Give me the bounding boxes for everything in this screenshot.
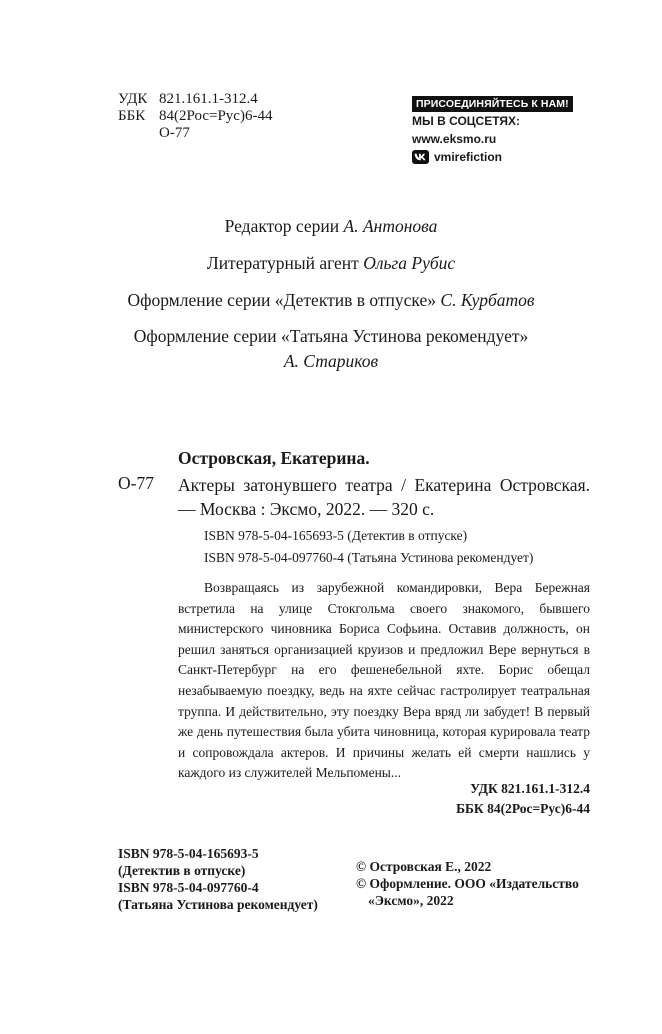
credit-line (0, 326, 662, 347)
record-code: О-77 (118, 473, 154, 493)
footer-isbn-2-series: (Татьяна Устинова рекомендует) (118, 897, 318, 912)
credit-line (0, 216, 662, 237)
record-isbn-1: ISBN 978-5-04-165693-5 (Детектив в отпуске) (204, 528, 468, 543)
udk-label: УДК (118, 91, 148, 107)
record-udk: УДК 821.161.1-312.4 (470, 781, 590, 796)
credit-role: Литературный агент (206, 253, 364, 273)
udk-value: 821.161.1-312.4 (159, 91, 258, 107)
record-bbk: ББК 84(2Рос=Рус)6-44 (456, 801, 590, 816)
credit-role: Редактор серии (224, 216, 344, 236)
social-promo (412, 94, 573, 166)
join-banner: ПРИСОЕДИНЯЙТЕСЬ К НАМ! (412, 96, 573, 112)
credit-role: Оформление серии «Детектив в отпуске» (127, 290, 441, 310)
credit-name: Ольга Рубис (363, 253, 456, 273)
copyright-block (356, 858, 579, 909)
copyright-design: © Оформление. ООО «Издательство (356, 876, 579, 891)
footer-isbn-1-series: (Детектив в отпуске) (118, 863, 246, 878)
record-description: Актеры затонувшего театра / Екатерина Островская. — Москва : Эксмо, 2022. — 320 с. (178, 475, 590, 519)
bbk-value: 84(2Рос=Рус)6-44 (159, 108, 273, 124)
author-mark: О-77 (159, 125, 190, 141)
record-isbn-2: ISBN 978-5-04-097760-4 (Татьяна Устинова рекомендует) (204, 550, 534, 565)
vk-link[interactable] (412, 148, 573, 166)
credit-name: А. Стариков (283, 351, 379, 371)
author-heading: Островская, Екатерина. (178, 448, 370, 468)
annotation: Возвращаясь из зарубежной командировки, Вера Бережная встретила на улице Стокгольма своего знакомого, бывшего министерского чиновника Бориса Софьина. Оставив должность, он решил заняться организацией круизов и предложил Вере вернуться в Санкт-Петербург на его фешенебельной яхте. Борис обещал незабываемую поездку, ведь на яхте сейчас гастролирует театральная труппа. И действительно, эту поездку Вера вряд ли забудет! В первый же день путешествия была убита чиновница, которая курировала театр и сопровождала актеров. И причины желать ей смерти нашлись у каждого из служителей Мельпомены... (178, 580, 590, 781)
site-link[interactable]: www.eksmo.ru (412, 132, 497, 146)
classification-block (118, 91, 272, 142)
vk-handle: vmirefiction (434, 150, 503, 164)
social-caption: МЫ В СОЦСЕТЯХ: (412, 114, 521, 128)
copyright-author: © Островская Е., 2022 (356, 859, 492, 874)
credit-line (0, 253, 662, 274)
credit-line-continued (0, 351, 662, 372)
credit-role: Оформление серии «Татьяна Устинова рекомендует» (133, 326, 529, 346)
footer-isbn-block (118, 845, 318, 913)
bbk-label: ББК (118, 108, 146, 124)
record-classification (410, 779, 590, 819)
vk-icon (412, 150, 429, 164)
credit-line (0, 290, 662, 311)
credit-name: С. Курбатов (440, 290, 535, 310)
credit-name: А. Антонова (343, 216, 438, 236)
copyright-design-cont: «Эксмо», 2022 (368, 893, 454, 908)
footer-isbn-1: ISBN 978-5-04-165693-5 (118, 846, 259, 861)
footer-isbn-2: ISBN 978-5-04-097760-4 (118, 880, 259, 895)
